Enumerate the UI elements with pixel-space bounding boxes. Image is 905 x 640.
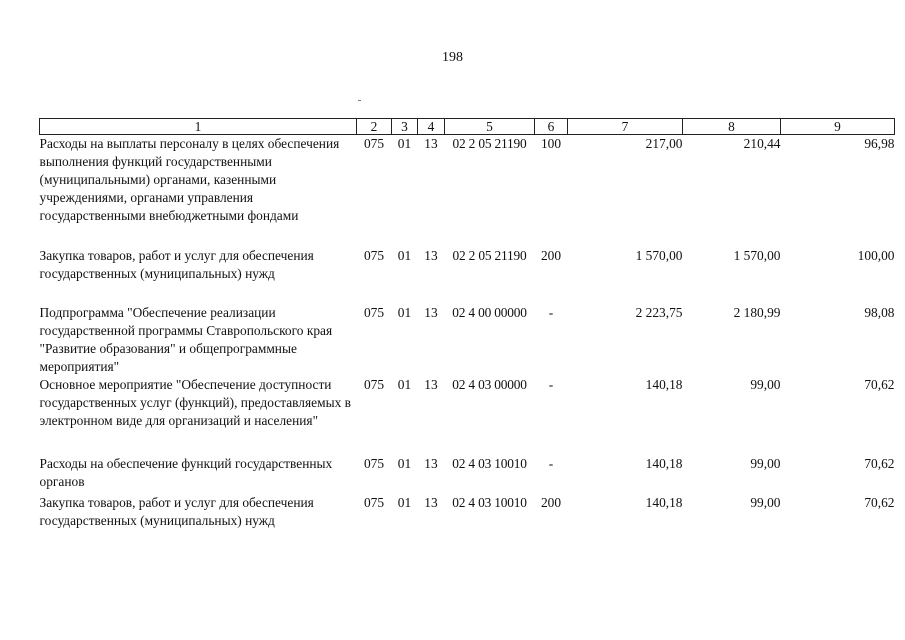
row-value-7: 217,00: [645, 136, 683, 151]
header-col-3: 3: [392, 119, 418, 135]
row-code-3: 01: [397, 136, 412, 151]
table-row: [40, 247, 895, 304]
row-name: Подпрограмма "Обеспечение реализации государственной программы Ставропольского края "Развитие образования" и общепрограммные мероприятия": [39, 304, 333, 374]
page-number: 198: [442, 50, 463, 65]
header-col-9: 9: [781, 119, 895, 135]
header-col-1: 1: [40, 119, 357, 135]
row-code-5: 02 2 05 21190: [452, 247, 527, 263]
header-col-2: 2: [357, 119, 392, 135]
row-code-2: 075: [363, 247, 385, 263]
row-code-6: 200: [540, 247, 562, 263]
row-code-5: 02 2 05 21190: [452, 136, 527, 151]
table-row: [40, 455, 895, 494]
row-name: Расходы на обеспечение функций государственных органов: [39, 455, 333, 489]
row-name: Расходы на выплаты персоналу в целях обеспечения выполнения функций государственными (муниципальными) органами, казенными учреждениями, органами управления государственными внебюджетными фондами: [39, 136, 340, 223]
row-code-3: 01: [397, 455, 412, 471]
row-code-2: 075: [363, 455, 385, 471]
row-value-7: 140,18: [645, 494, 683, 510]
row-value-9: 70,62: [864, 494, 895, 510]
row-value-8: 99,00: [750, 376, 781, 392]
header-col-5: 5: [445, 119, 535, 135]
row-name: Закупка товаров, работ и услуг для обеспечения государственных (муниципальных) нужд: [39, 494, 314, 528]
table-row: [40, 304, 895, 376]
row-value-7: 1 570,00: [635, 247, 683, 263]
row-code-3: 01: [397, 376, 412, 392]
row-value-8: 210,44: [743, 136, 781, 151]
row-code-2: 075: [363, 304, 385, 320]
row-name: Основное мероприятие "Обеспечение доступности государственных услуг (функций), предоставляемых в электронном виде для организаций и населения": [39, 376, 351, 428]
row-code-4: 13: [424, 376, 438, 392]
scan-mark: [358, 100, 361, 101]
row-code-2: 075: [363, 376, 385, 392]
row-value-7: 140,18: [645, 376, 683, 392]
table-row: [40, 135, 895, 247]
row-value-9: 70,62: [864, 455, 895, 471]
budget-table: [39, 118, 895, 534]
row-code-2: 075: [363, 136, 385, 151]
row-value-9: 70,62: [864, 376, 895, 392]
row-code-4: 13: [424, 494, 438, 510]
row-code-6: -: [548, 376, 554, 392]
row-value-8: 99,00: [750, 455, 781, 471]
row-code-2: 075: [363, 494, 385, 510]
row-code-4: 13: [424, 136, 438, 151]
header-col-6: 6: [535, 119, 568, 135]
row-code-6: -: [548, 455, 554, 471]
table-row: [40, 494, 895, 534]
header-col-7: 7: [568, 119, 683, 135]
header-col-8: 8: [683, 119, 781, 135]
row-value-9: 100,00: [857, 247, 895, 263]
row-code-4: 13: [424, 247, 438, 263]
row-name: Закупка товаров, работ и услуг для обеспечения государственных (муниципальных) нужд: [39, 247, 314, 281]
row-code-3: 01: [397, 494, 412, 510]
row-value-9: 98,08: [864, 304, 895, 320]
row-code-4: 13: [424, 455, 438, 471]
row-value-8: 1 570,00: [733, 247, 781, 263]
row-code-3: 01: [397, 304, 412, 320]
row-code-4: 13: [424, 304, 438, 320]
header-row: [40, 119, 895, 135]
row-code-6: -: [548, 304, 554, 320]
row-code-5: 02 4 03 10010: [452, 455, 527, 471]
row-value-8: 99,00: [750, 494, 781, 510]
row-code-5: 02 4 00 00000: [452, 304, 527, 320]
row-value-7: 2 223,75: [635, 304, 683, 320]
row-code-5: 02 4 03 00000: [452, 376, 527, 392]
row-code-3: 01: [397, 247, 412, 263]
row-code-6: 100: [540, 136, 562, 151]
row-code-6: 200: [540, 494, 562, 510]
table-row: [40, 376, 895, 455]
row-value-7: 140,18: [645, 455, 683, 471]
row-value-8: 2 180,99: [733, 304, 781, 320]
row-code-5: 02 4 03 10010: [452, 494, 527, 510]
row-value-9: 96,98: [864, 136, 895, 151]
header-col-4: 4: [418, 119, 445, 135]
